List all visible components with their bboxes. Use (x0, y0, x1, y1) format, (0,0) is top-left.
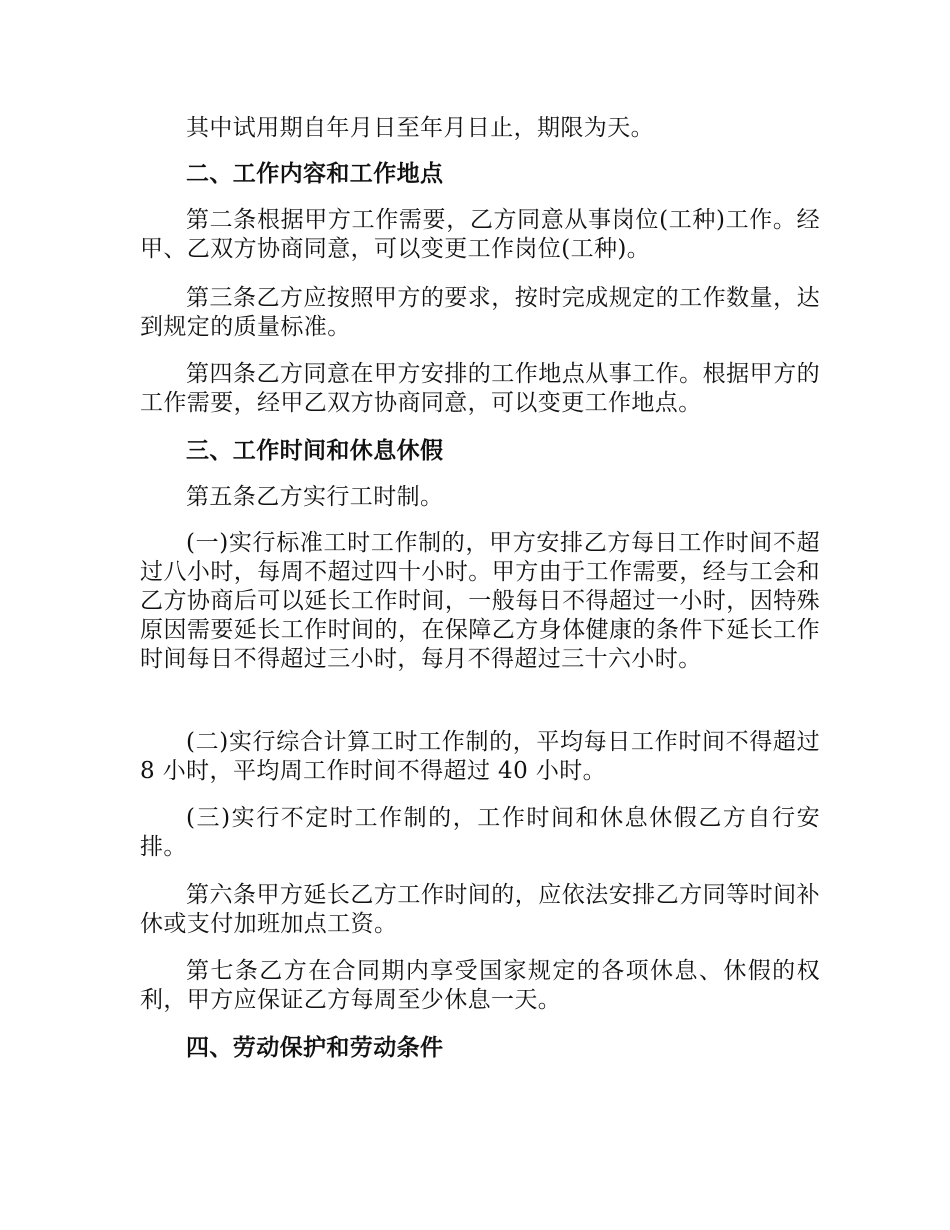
paragraph-probation: 其中试用期自年月日至年月日止，期限为天。 (186, 115, 654, 141)
paragraph-article-2: 第二条根据甲方工作需要，乙方同意从事岗位(工种)工作。经甲、乙双方协商同意，可以变更工作岗位(工种)。 (140, 207, 820, 262)
paragraph-article-6: 第六条甲方延长乙方工作时间的，应依法安排乙方同等时间补休或支付加班加点工资。 (140, 882, 820, 937)
paragraph-article-4: 第四条乙方同意在甲方安排的工作地点从事工作。根据甲方的工作需要，经甲乙双方协商同意，可以变更工作地点。 (140, 361, 820, 416)
paragraph-article-3: 第三条乙方应按照甲方的要求，按时完成规定的工作数量，达到规定的质量标准。 (140, 285, 820, 340)
paragraph-article-5: 第五条乙方实行工时制。 (186, 484, 444, 510)
section-heading-4: 四、劳动保护和劳动条件 (186, 1035, 444, 1061)
paragraph-standard-hours: (一)实行标准工时工作制的，甲方安排乙方每日工作时间不超过八小时，每周不超过四十小时。甲方由于工作需要，经与工会和乙方协商后可以延长工作时间，一般每日不得超过一小时，因特殊原因需要延长工作时间的，在保障乙方身体健康的条件下延长工作时间每日不得超过三小时，每月不得超过三十六小时。 (140, 530, 820, 672)
section-heading-3: 三、工作时间和休息休假 (186, 438, 444, 464)
paragraph-comprehensive-hours: (二)实行综合计算工时工作制的，平均每日工作时间不得超过 8 小时，平均周工作时间不得超过 40 小时。 (140, 729, 820, 784)
section-heading-2: 二、工作内容和工作地点 (186, 161, 444, 187)
paragraph-flexible-hours: (三)实行不定时工作制的，工作时间和休息休假乙方自行安排。 (140, 805, 820, 860)
paragraph-article-7: 第七条乙方在合同期内享受国家规定的各项休息、休假的权利，甲方应保证乙方每周至少休息一天。 (140, 958, 820, 1013)
